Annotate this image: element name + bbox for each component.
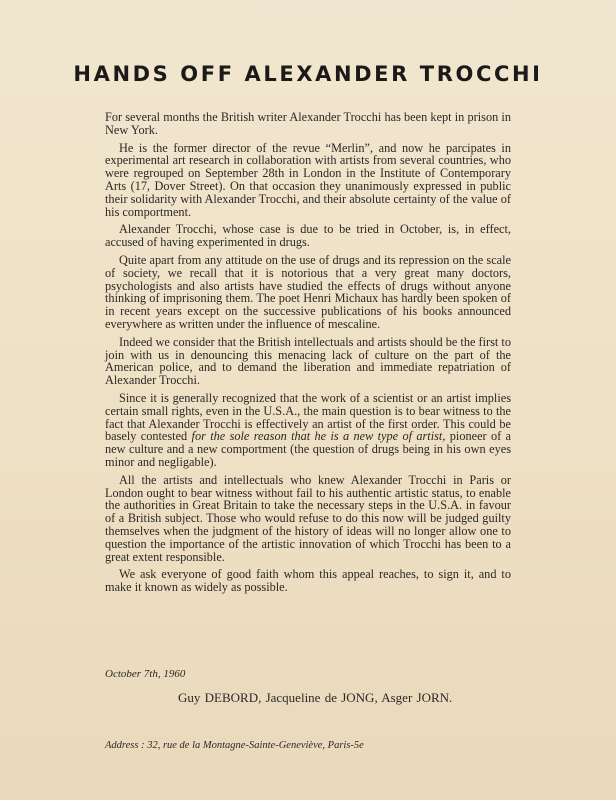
paragraph-5: Indeed we consider that the British intellectuals and artists should be the first to join with us in denouncing this menacing lack of culture on the part of the American police, and to demand the liberation and immediate repatriation of Alexander Trocchi. bbox=[105, 334, 511, 388]
appeal-body bbox=[105, 111, 511, 599]
paragraph-8: We ask everyone of good faith whom this appeal reaches, to sign it, and to make it known as widely as possible. bbox=[105, 567, 511, 595]
address-line: Address : 32, rue de la Montagne-Sainte-Geneviève, Paris-5e bbox=[105, 740, 364, 751]
paragraph-6-text-a: Since it is generally recognized that the work of a scientist or an artist implies certain small rights, even in the U.S.A., the main question is to bear witness to the fact that Alexander Trocchi is effectively an artist of the first order. This could be basely contested bbox=[105, 390, 511, 444]
paragraph-1: For several months the British writer Alexander Trocchi has been kept in prison in New York. bbox=[105, 110, 511, 137]
paragraph-6-emphasis: for the sole reason that he is a new type of artist, bbox=[191, 429, 446, 444]
paragraph-6-text-b: pioneer of a new culture and a new comportment (the question of drugs being in his own eyes minor and negligable). bbox=[105, 429, 511, 469]
signatories: Guy DEBORD, Jacqueline de JONG, Asger JORN. bbox=[178, 690, 453, 705]
paragraph-3: Alexander Trocchi, whose case is due to be tried in October, is, in effect, accused of having experimented in drugs. bbox=[105, 222, 511, 250]
date-line: October 7th, 1960 bbox=[105, 668, 186, 680]
paragraph-7: All the artists and intellectuals who knew Alexander Trocchi in Paris or London ought to bear witness without fail to his authentic artistic status, to enable the authorities in Great Britain to take the necessary steps in the U.S.A. in favour of a British subject. Those who would refuse to do this now will be judged guilty themselves when the judgment of the history of ideas will no longer allow one to question the importance of the artistic innovation of which Trocchi has been to a great extent responsible. bbox=[105, 472, 511, 564]
paragraph-6 bbox=[105, 392, 511, 469]
paragraph-4: Quite apart from any attitude on the use of drugs and its repression on the scale of society, we recall that it is notorious that a very great many doctors, psychologists and also artists have studied the effects of drugs without anyone thinking of imprisoning them. The poet Henri Michaux has hardly been spoken of in recent years except on the successive publications of his books announced everywhere as written under the influence of mescaline. bbox=[105, 252, 511, 331]
paragraph-2: He is the former director of the revue “Merlin”, and now he parcipates in experimental art research in collaboration with artists from several countries, who were regrouped on September 28th in London in the Institute of Contemporary Arts (17, Dover Street). On that occasion they unanimously expressed in public their solidarity with Alexander Trocchi, and their absolute certainty of the value of his comportment. bbox=[105, 140, 511, 219]
page-title: HANDS OFF ALEXANDER TROCCHI bbox=[73, 62, 543, 86]
